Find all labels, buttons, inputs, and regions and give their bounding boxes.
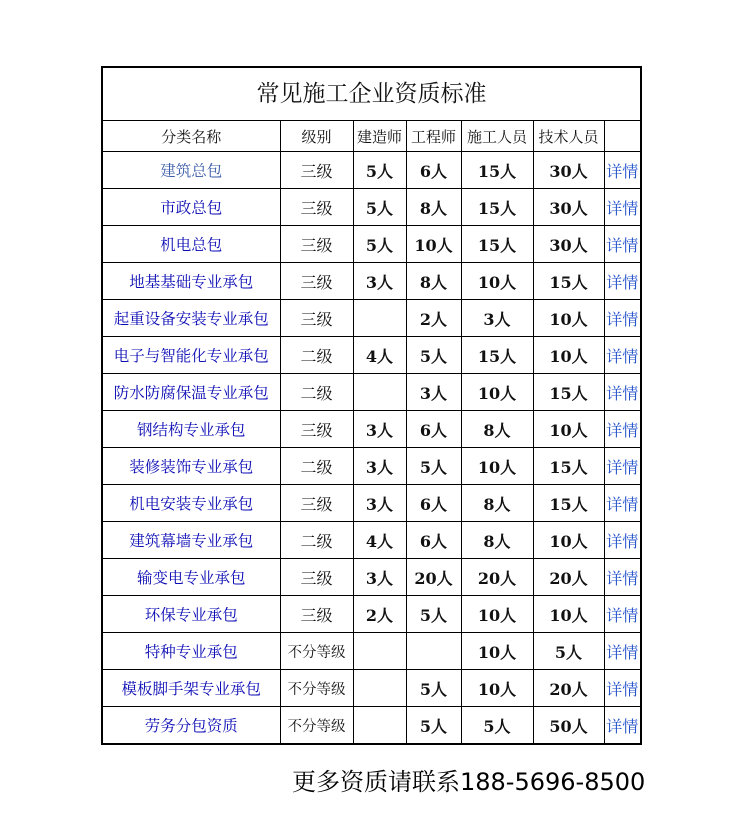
level-cell: 三级: [280, 152, 353, 189]
table-row: [103, 485, 640, 522]
detail-link[interactable]: 详情: [604, 596, 640, 633]
constructor-count: [353, 633, 406, 670]
engineer-count: [406, 633, 461, 670]
qualification-sheet: [101, 66, 642, 745]
detail-link[interactable]: 详情: [604, 337, 640, 374]
worker-count: 15人: [461, 337, 533, 374]
category-name: 环保专业承包: [103, 596, 280, 633]
engineer-count: 6人: [406, 411, 461, 448]
technician-count: 10人: [533, 300, 604, 337]
table-row: [103, 411, 640, 448]
header-category: 分类名称: [103, 121, 280, 152]
table-row: [103, 226, 640, 263]
engineer-count: 6人: [406, 522, 461, 559]
level-cell: 二级: [280, 374, 353, 411]
category-name: 建筑幕墙专业承包: [103, 522, 280, 559]
engineer-count: 5人: [406, 707, 461, 744]
category-name: 电子与智能化专业承包: [103, 337, 280, 374]
engineer-count: 6人: [406, 152, 461, 189]
constructor-count: [353, 670, 406, 707]
technician-count: 10人: [533, 411, 604, 448]
table-row: [103, 263, 640, 300]
category-name: 地基基础专业承包: [103, 263, 280, 300]
worker-count: 10人: [461, 596, 533, 633]
detail-link[interactable]: 详情: [604, 670, 640, 707]
worker-count: 8人: [461, 411, 533, 448]
category-name: 模板脚手架专业承包: [103, 670, 280, 707]
table-row: [103, 522, 640, 559]
constructor-count: 3人: [353, 559, 406, 596]
category-name: 劳务分包资质: [103, 707, 280, 744]
technician-count: 15人: [533, 448, 604, 485]
level-cell: 三级: [280, 596, 353, 633]
header-level: 级别: [280, 121, 353, 152]
constructor-count: 3人: [353, 448, 406, 485]
constructor-count: 5人: [353, 152, 406, 189]
header-engineer: 工程师: [406, 121, 461, 152]
constructor-count: 3人: [353, 263, 406, 300]
qualification-table: [103, 121, 640, 743]
detail-link[interactable]: 详情: [604, 226, 640, 263]
worker-count: 5人: [461, 707, 533, 744]
header-constructor: 建造师: [353, 121, 406, 152]
category-name: 防水防腐保温专业承包: [103, 374, 280, 411]
technician-count: 15人: [533, 263, 604, 300]
technician-count: 30人: [533, 226, 604, 263]
category-name: 机电总包: [103, 226, 280, 263]
worker-count: 10人: [461, 374, 533, 411]
detail-link[interactable]: 详情: [604, 448, 640, 485]
table-row: [103, 559, 640, 596]
level-cell: 不分等级: [280, 707, 353, 744]
engineer-count: 5人: [406, 448, 461, 485]
level-cell: 三级: [280, 189, 353, 226]
engineer-count: 20人: [406, 559, 461, 596]
detail-link[interactable]: 详情: [604, 411, 640, 448]
table-row: [103, 374, 640, 411]
table-row: [103, 448, 640, 485]
category-name: 机电安装专业承包: [103, 485, 280, 522]
detail-link[interactable]: 详情: [604, 485, 640, 522]
table-row: [103, 633, 640, 670]
category-name: 装修装饰专业承包: [103, 448, 280, 485]
level-cell: 三级: [280, 485, 353, 522]
detail-link[interactable]: 详情: [604, 559, 640, 596]
worker-count: 8人: [461, 485, 533, 522]
engineer-count: 8人: [406, 189, 461, 226]
detail-link[interactable]: 详情: [604, 189, 640, 226]
table-row: [103, 189, 640, 226]
technician-count: 50人: [533, 707, 604, 744]
detail-link[interactable]: 详情: [604, 152, 640, 189]
level-cell: 三级: [280, 411, 353, 448]
constructor-count: 5人: [353, 189, 406, 226]
technician-count: 30人: [533, 152, 604, 189]
worker-count: 3人: [461, 300, 533, 337]
table-row: [103, 152, 640, 189]
contact-footer: 更多资质请联系188-5696-8500: [292, 768, 646, 796]
technician-count: 10人: [533, 337, 604, 374]
worker-count: 10人: [461, 633, 533, 670]
technician-count: 30人: [533, 189, 604, 226]
level-cell: 不分等级: [280, 633, 353, 670]
constructor-count: 3人: [353, 411, 406, 448]
technician-count: 5人: [533, 633, 604, 670]
constructor-count: 2人: [353, 596, 406, 633]
level-cell: 三级: [280, 559, 353, 596]
engineer-count: 10人: [406, 226, 461, 263]
worker-count: 15人: [461, 152, 533, 189]
worker-count: 15人: [461, 189, 533, 226]
header-technicians: 技术人员: [533, 121, 604, 152]
worker-count: 15人: [461, 226, 533, 263]
constructor-count: [353, 707, 406, 744]
technician-count: 15人: [533, 485, 604, 522]
category-name: 输变电专业承包: [103, 559, 280, 596]
level-cell: 三级: [280, 226, 353, 263]
engineer-count: 6人: [406, 485, 461, 522]
worker-count: 20人: [461, 559, 533, 596]
engineer-count: 8人: [406, 263, 461, 300]
worker-count: 10人: [461, 448, 533, 485]
category-name: 建筑总包: [103, 152, 280, 189]
technician-count: 10人: [533, 596, 604, 633]
detail-link[interactable]: 详情: [604, 263, 640, 300]
constructor-count: 3人: [353, 485, 406, 522]
level-cell: 二级: [280, 337, 353, 374]
sheet-title: 常见施工企业资质标准: [103, 68, 640, 121]
detail-link[interactable]: 详情: [604, 374, 640, 411]
constructor-count: [353, 300, 406, 337]
table-row: [103, 596, 640, 633]
worker-count: 8人: [461, 522, 533, 559]
engineer-count: 3人: [406, 374, 461, 411]
detail-link[interactable]: 详情: [604, 300, 640, 337]
category-name: 市政总包: [103, 189, 280, 226]
technician-count: 15人: [533, 374, 604, 411]
constructor-count: [353, 374, 406, 411]
level-cell: 二级: [280, 522, 353, 559]
detail-link[interactable]: 详情: [604, 522, 640, 559]
constructor-count: 4人: [353, 522, 406, 559]
category-name: 特种专业承包: [103, 633, 280, 670]
engineer-count: 2人: [406, 300, 461, 337]
worker-count: 10人: [461, 263, 533, 300]
table-row: [103, 707, 640, 744]
constructor-count: 4人: [353, 337, 406, 374]
level-cell: 三级: [280, 263, 353, 300]
level-cell: 二级: [280, 448, 353, 485]
engineer-count: 5人: [406, 670, 461, 707]
detail-link[interactable]: 详情: [604, 633, 640, 670]
technician-count: 20人: [533, 670, 604, 707]
level-cell: 三级: [280, 300, 353, 337]
constructor-count: 5人: [353, 226, 406, 263]
engineer-count: 5人: [406, 596, 461, 633]
category-name: 钢结构专业承包: [103, 411, 280, 448]
header-workers: 施工人员: [461, 121, 533, 152]
engineer-count: 5人: [406, 337, 461, 374]
level-cell: 不分等级: [280, 670, 353, 707]
category-name: 起重设备安装专业承包: [103, 300, 280, 337]
header-row: [103, 121, 640, 152]
detail-link[interactable]: 详情: [604, 707, 640, 744]
header-detail: [604, 121, 640, 152]
worker-count: 10人: [461, 670, 533, 707]
table-row: [103, 337, 640, 374]
technician-count: 20人: [533, 559, 604, 596]
table-row: [103, 300, 640, 337]
technician-count: 10人: [533, 522, 604, 559]
table-row: [103, 670, 640, 707]
